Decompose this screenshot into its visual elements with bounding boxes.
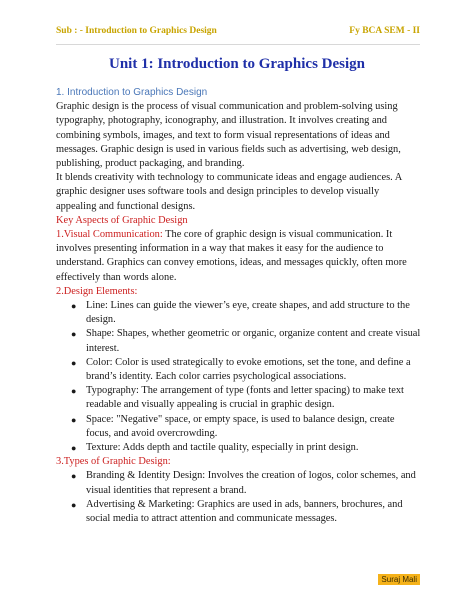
header-course: Fy BCA SEM - II <box>349 26 420 36</box>
header-divider <box>56 44 420 45</box>
design-types-list <box>56 469 422 526</box>
bullet-icon: ● <box>71 386 77 397</box>
visual-communication-label: 1.Visual Communication: <box>56 229 163 241</box>
list-item-text: Typography: The arrangement of type (fonts and letter spacing) to make text readable and visually appealing is crucial in graphic design. <box>86 385 404 411</box>
list-item <box>71 498 422 526</box>
bullet-icon: ● <box>71 329 77 340</box>
list-item <box>71 384 422 412</box>
list-item <box>71 327 422 355</box>
list-item-text: Line: Lines can guide the viewer’s eye, create shapes, and add structure to the design. <box>86 300 410 326</box>
page-title: Unit 1: Introduction to Graphics Design <box>109 56 365 72</box>
design-elements-label: 2.Design Elements: <box>56 285 138 297</box>
list-item <box>71 469 422 497</box>
list-item-text: Color: Color is used strategically to evoke emotions, set the tone, and define a brand’s identity. Each color carries psychological associations. <box>86 356 411 383</box>
list-item <box>71 356 422 384</box>
bullet-icon: ● <box>71 301 77 312</box>
design-elements-list <box>56 299 422 455</box>
visual-communication-paragraph <box>56 228 422 285</box>
header-subject: Sub : - Introduction to Graphics Design <box>56 26 217 36</box>
bullet-icon: ● <box>71 414 77 425</box>
list-item-text: Shape: Shapes, whether geometric or organic, organize content and create visual interest. <box>86 328 421 354</box>
list-item-text: Texture: Adds depth and tactile quality, especially in print design. <box>86 442 359 454</box>
document-body <box>56 86 422 526</box>
list-item <box>71 413 422 441</box>
intro-paragraph-2: It blends creativity with technology to communicate ideas and engage audiences. A graphic designer uses software tools and design principles to develop visually appealing and functional designs. <box>56 172 402 212</box>
bullet-icon: ● <box>71 357 77 368</box>
bullet-icon: ● <box>71 471 77 482</box>
design-types-label: 3.Types of Graphic Design: <box>56 456 171 468</box>
bullet-icon: ● <box>71 443 77 454</box>
author-badge: Suraj Mali <box>378 574 420 585</box>
bullet-icon: ● <box>71 499 77 510</box>
list-item-text: Branding & Identity Design: Involves the creation of logos, color schemes, and visual identities that represent a brand. <box>86 470 416 496</box>
key-aspects-heading: Key Aspects of Graphic Design <box>56 214 188 226</box>
list-item <box>71 441 422 455</box>
page-header <box>56 26 420 44</box>
intro-paragraph-1: Graphic design is the process of visual communication and problem-solving using typography, photography, iconography, and illustration. It involves creating and combining symbols, images, and text to form visual representations of ideas and messages. Graphic design is used in various fields such as advertising, web design, publishing, product packaging, and branding. <box>56 101 401 170</box>
visual-communication-text: The core of graphic design is visual communication. It involves presenting information in a way that makes it easy for the audience to understand. Graphics can convey emotions, ideas, and messages quickly, often more effectively than words alone. <box>56 229 407 283</box>
list-item-text: Space: "Negative" space, or empty space, is used to balance design, create focus, and avoid overcrowding. <box>86 413 395 439</box>
list-item-text: Advertising & Marketing: Graphics are used in ads, banners, brochures, and social media to attract attention and communicate messages. <box>86 498 403 525</box>
list-item <box>71 299 422 327</box>
section-heading-introduction: 1. Introduction to Graphics Design <box>56 87 208 98</box>
